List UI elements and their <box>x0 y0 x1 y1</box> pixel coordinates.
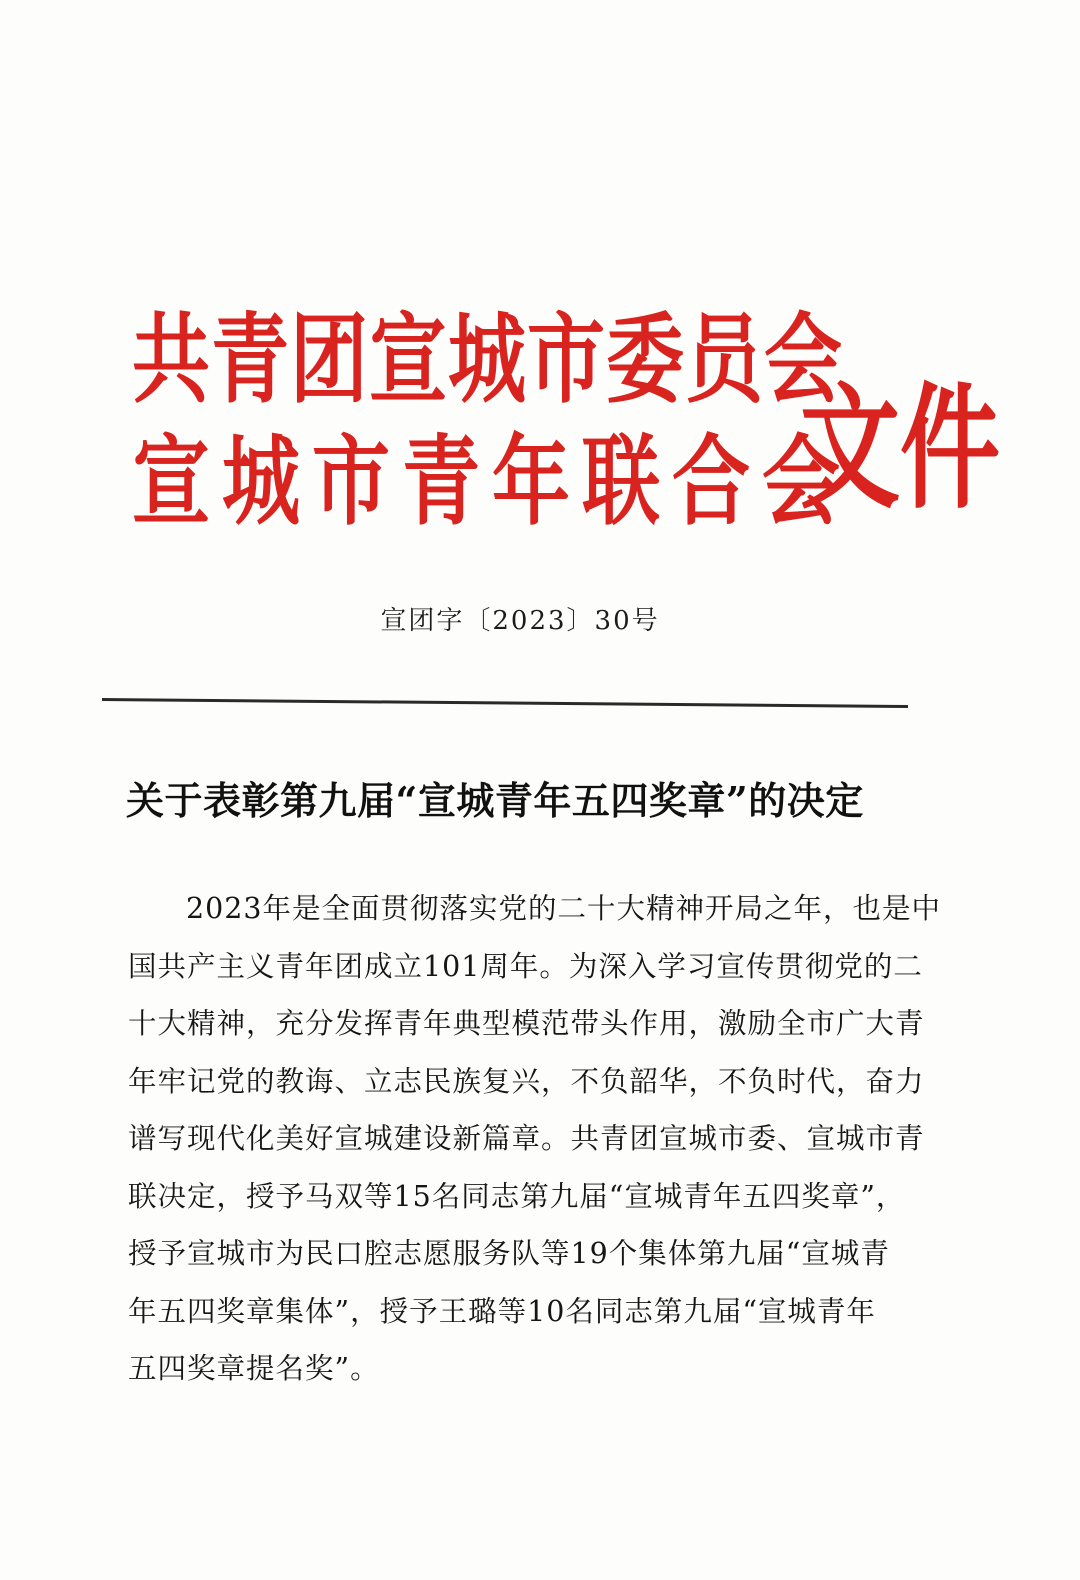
letterhead-org-line-2: 宣城市青年联合会 <box>132 426 853 539</box>
body-line: 国共产主义青年团成立101周年。为深入学习宣传贯彻党的二 <box>128 949 923 983</box>
letterhead-org-line-1: 共青团宣城市委员会 <box>132 304 844 417</box>
header-divider <box>102 698 908 708</box>
body-line: 年五四奖章集体”，授予王璐等10名同志第九届“宣城青年 <box>128 1294 876 1328</box>
body-line: 2023年是全面贯彻落实党的二十大精神开局之年，也是中 <box>186 892 942 925</box>
body-line: 十大精神，充分发挥青年典型模范带头作用，激励全市广大青 <box>128 1007 925 1040</box>
body-line: 谱写现代化美好宣城建设新篇章。共青团宣城市委、宣城市青 <box>128 1122 925 1155</box>
letterhead-doc-suffix: 文件 <box>800 369 1000 528</box>
document-number: 宣团字〔2023〕30号 <box>380 606 660 636</box>
letterhead <box>132 282 1000 539</box>
document-body <box>128 880 942 1398</box>
document-title: 关于表彰第九届“宣城青年五四奖章”的决定 <box>126 778 864 823</box>
body-line: 联决定，授予马双等15名同志第九届“宣城青年五四奖章”， <box>128 1179 906 1213</box>
body-line: 五四奖章提名奖”。 <box>128 1352 380 1385</box>
body-line: 授予宣城市为民口腔志愿服务队等19个集体第九届“宣城青 <box>128 1237 890 1270</box>
body-line: 年牢记党的教诲、立志民族复兴，不负韶华，不负时代，奋力 <box>128 1064 925 1098</box>
